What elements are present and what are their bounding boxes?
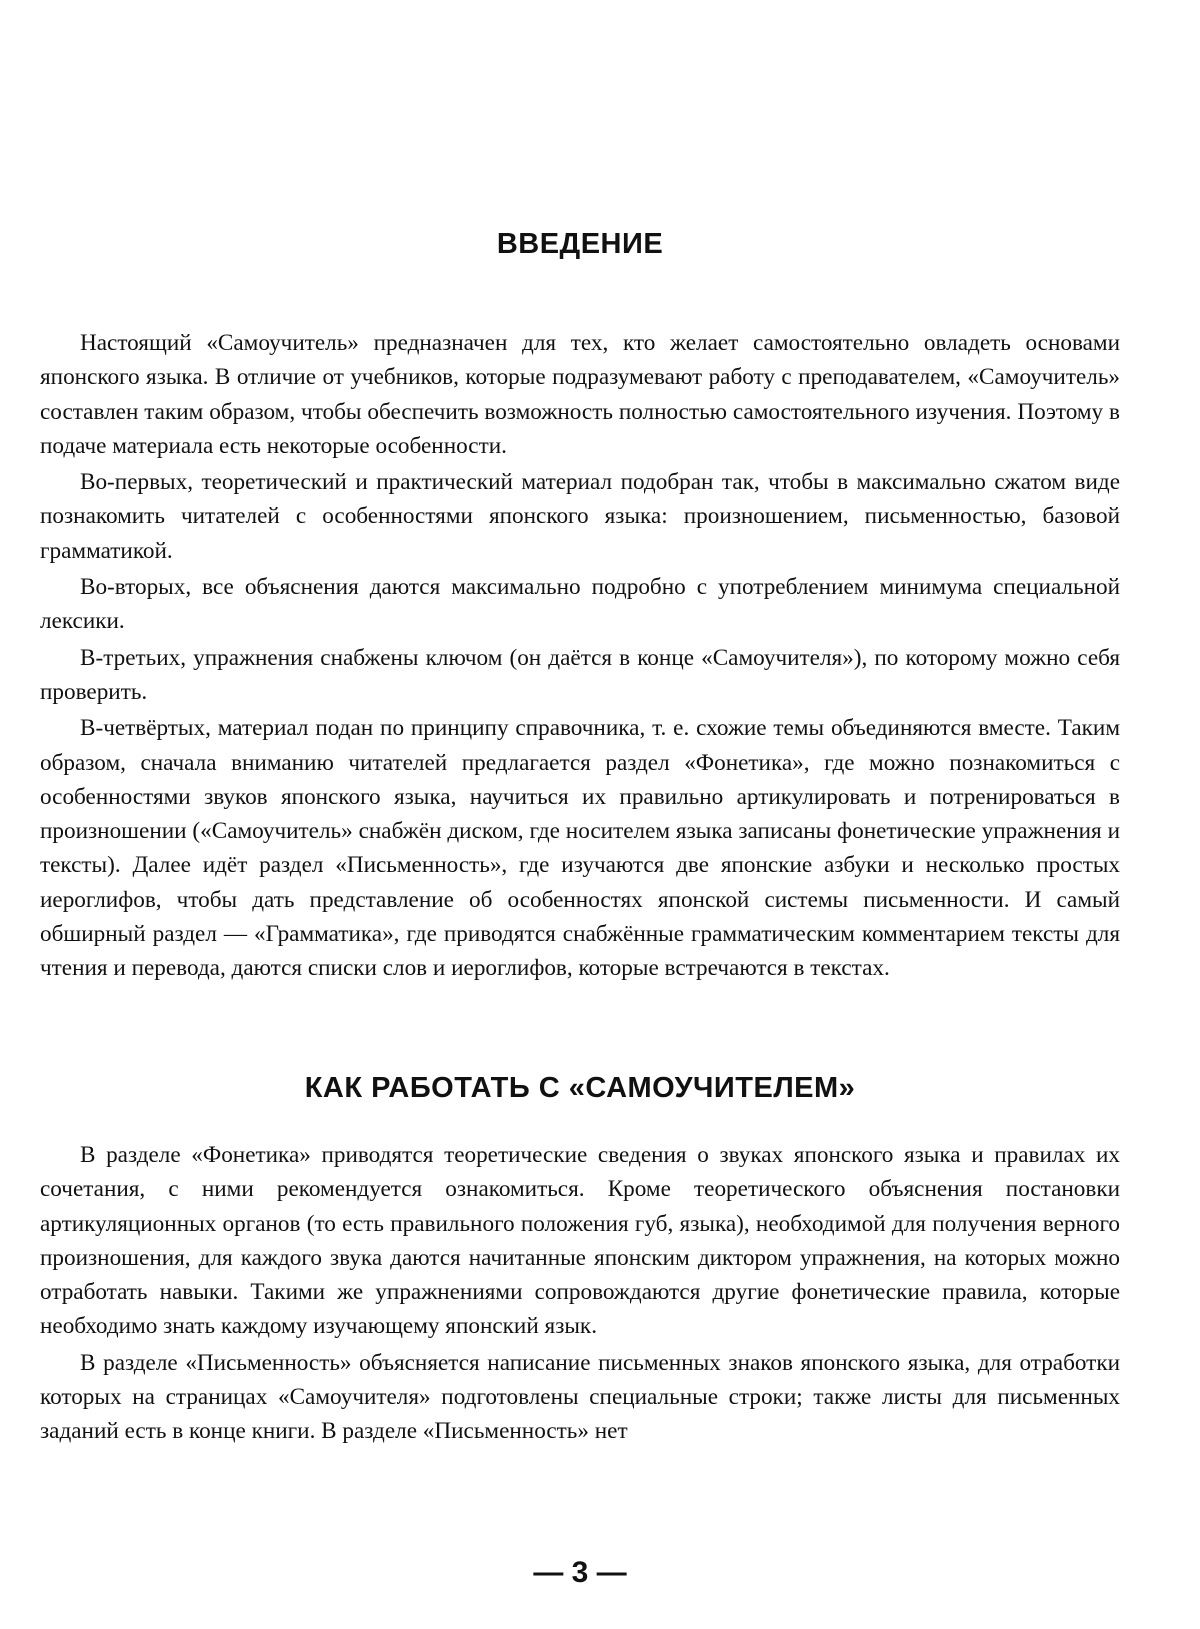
intro-paragraph: Во-вторых, все объяснения даются максимально подробно с употреблением минимума специальной лексики. bbox=[40, 574, 1120, 635]
intro-paragraph: Настоящий «Самоучитель» предназначен для тех, кто желает самостоятельно овладеть основами японского языка. В отличие от учебников, которые подразумевают работу с преподавателем, «Самоучитель» составлен таким образом, чтобы обеспечить возможность полностью самостоятельного изучения. Поэтому в подаче материала есть некоторые особенности. bbox=[40, 330, 1120, 459]
intro-paragraph: Во-первых, теоретический и практический материал подобран так, чтобы в максимально сжатом виде познакомить читателей с особенностями японского языка: произношением, письменностью, базовой грамматикой. bbox=[40, 469, 1120, 564]
how-to-section bbox=[40, 1138, 1120, 1449]
intro-section bbox=[40, 326, 1120, 986]
page-number: — 3 — bbox=[533, 1556, 627, 1589]
intro-paragraph: В-четвёртых, материал подан по принципу справочника, т. е. схожие темы объединяются вместе. Таким образом, сначала вниманию читателей предлагается раздел «Фонетика», где можно познакомиться с особенностями звуков японского языка, научиться их правильно артикулировать и потренироваться в произношении («Самоучитель» снабжён диском, где носителем языка записаны фонетические упражнения и тексты). Далее идёт раздел «Письменность», где изучаются две японские азбуки и несколько простых иероглифов, чтобы дать представление об особенностях японской системы письменности. И самый обширный раздел — «Грамматика», где приводятся снабжённые грамматическим комментарием тексты для чтения и перевода, даются списки слов и иероглифов, которые встречаются в текстах. bbox=[40, 715, 1120, 982]
intro-paragraph: В-третьих, упражнения снабжены ключом (он даётся в конце «Самоучителя»), по которому можно себя проверить. bbox=[40, 644, 1120, 705]
intro-heading: ВВЕДЕНИЕ bbox=[496, 228, 664, 260]
how-to-paragraph: В разделе «Письменность» объясняется написание письменных знаков японского языка, для отработки которых на страницах «Самоучителя» подготовлены специальные строки; также листы для письменных заданий есть в конце книги. В разделе «Письменность» нет bbox=[40, 1349, 1120, 1445]
how-to-heading: КАК РАБОТАТЬ С «САМОУЧИТЕЛЕМ» bbox=[304, 1072, 856, 1104]
how-to-paragraph: В разделе «Фонетика» приводятся теоретические сведения о звуках японского языка и правилах их сочетания, с ними рекомендуется ознакомиться. Кроме теоретического объяснения постановки артикуляционных органов (то есть правильного положения губ, языка), необходимой для получения верного произношения, для каждого звука даются начитанные японским диктором упражнения, на которых можно отработать навыки. Такими же упражнениями сопровождаются другие фонетические правила, которые необходимо знать каждому изучающему японский язык. bbox=[40, 1142, 1120, 1340]
